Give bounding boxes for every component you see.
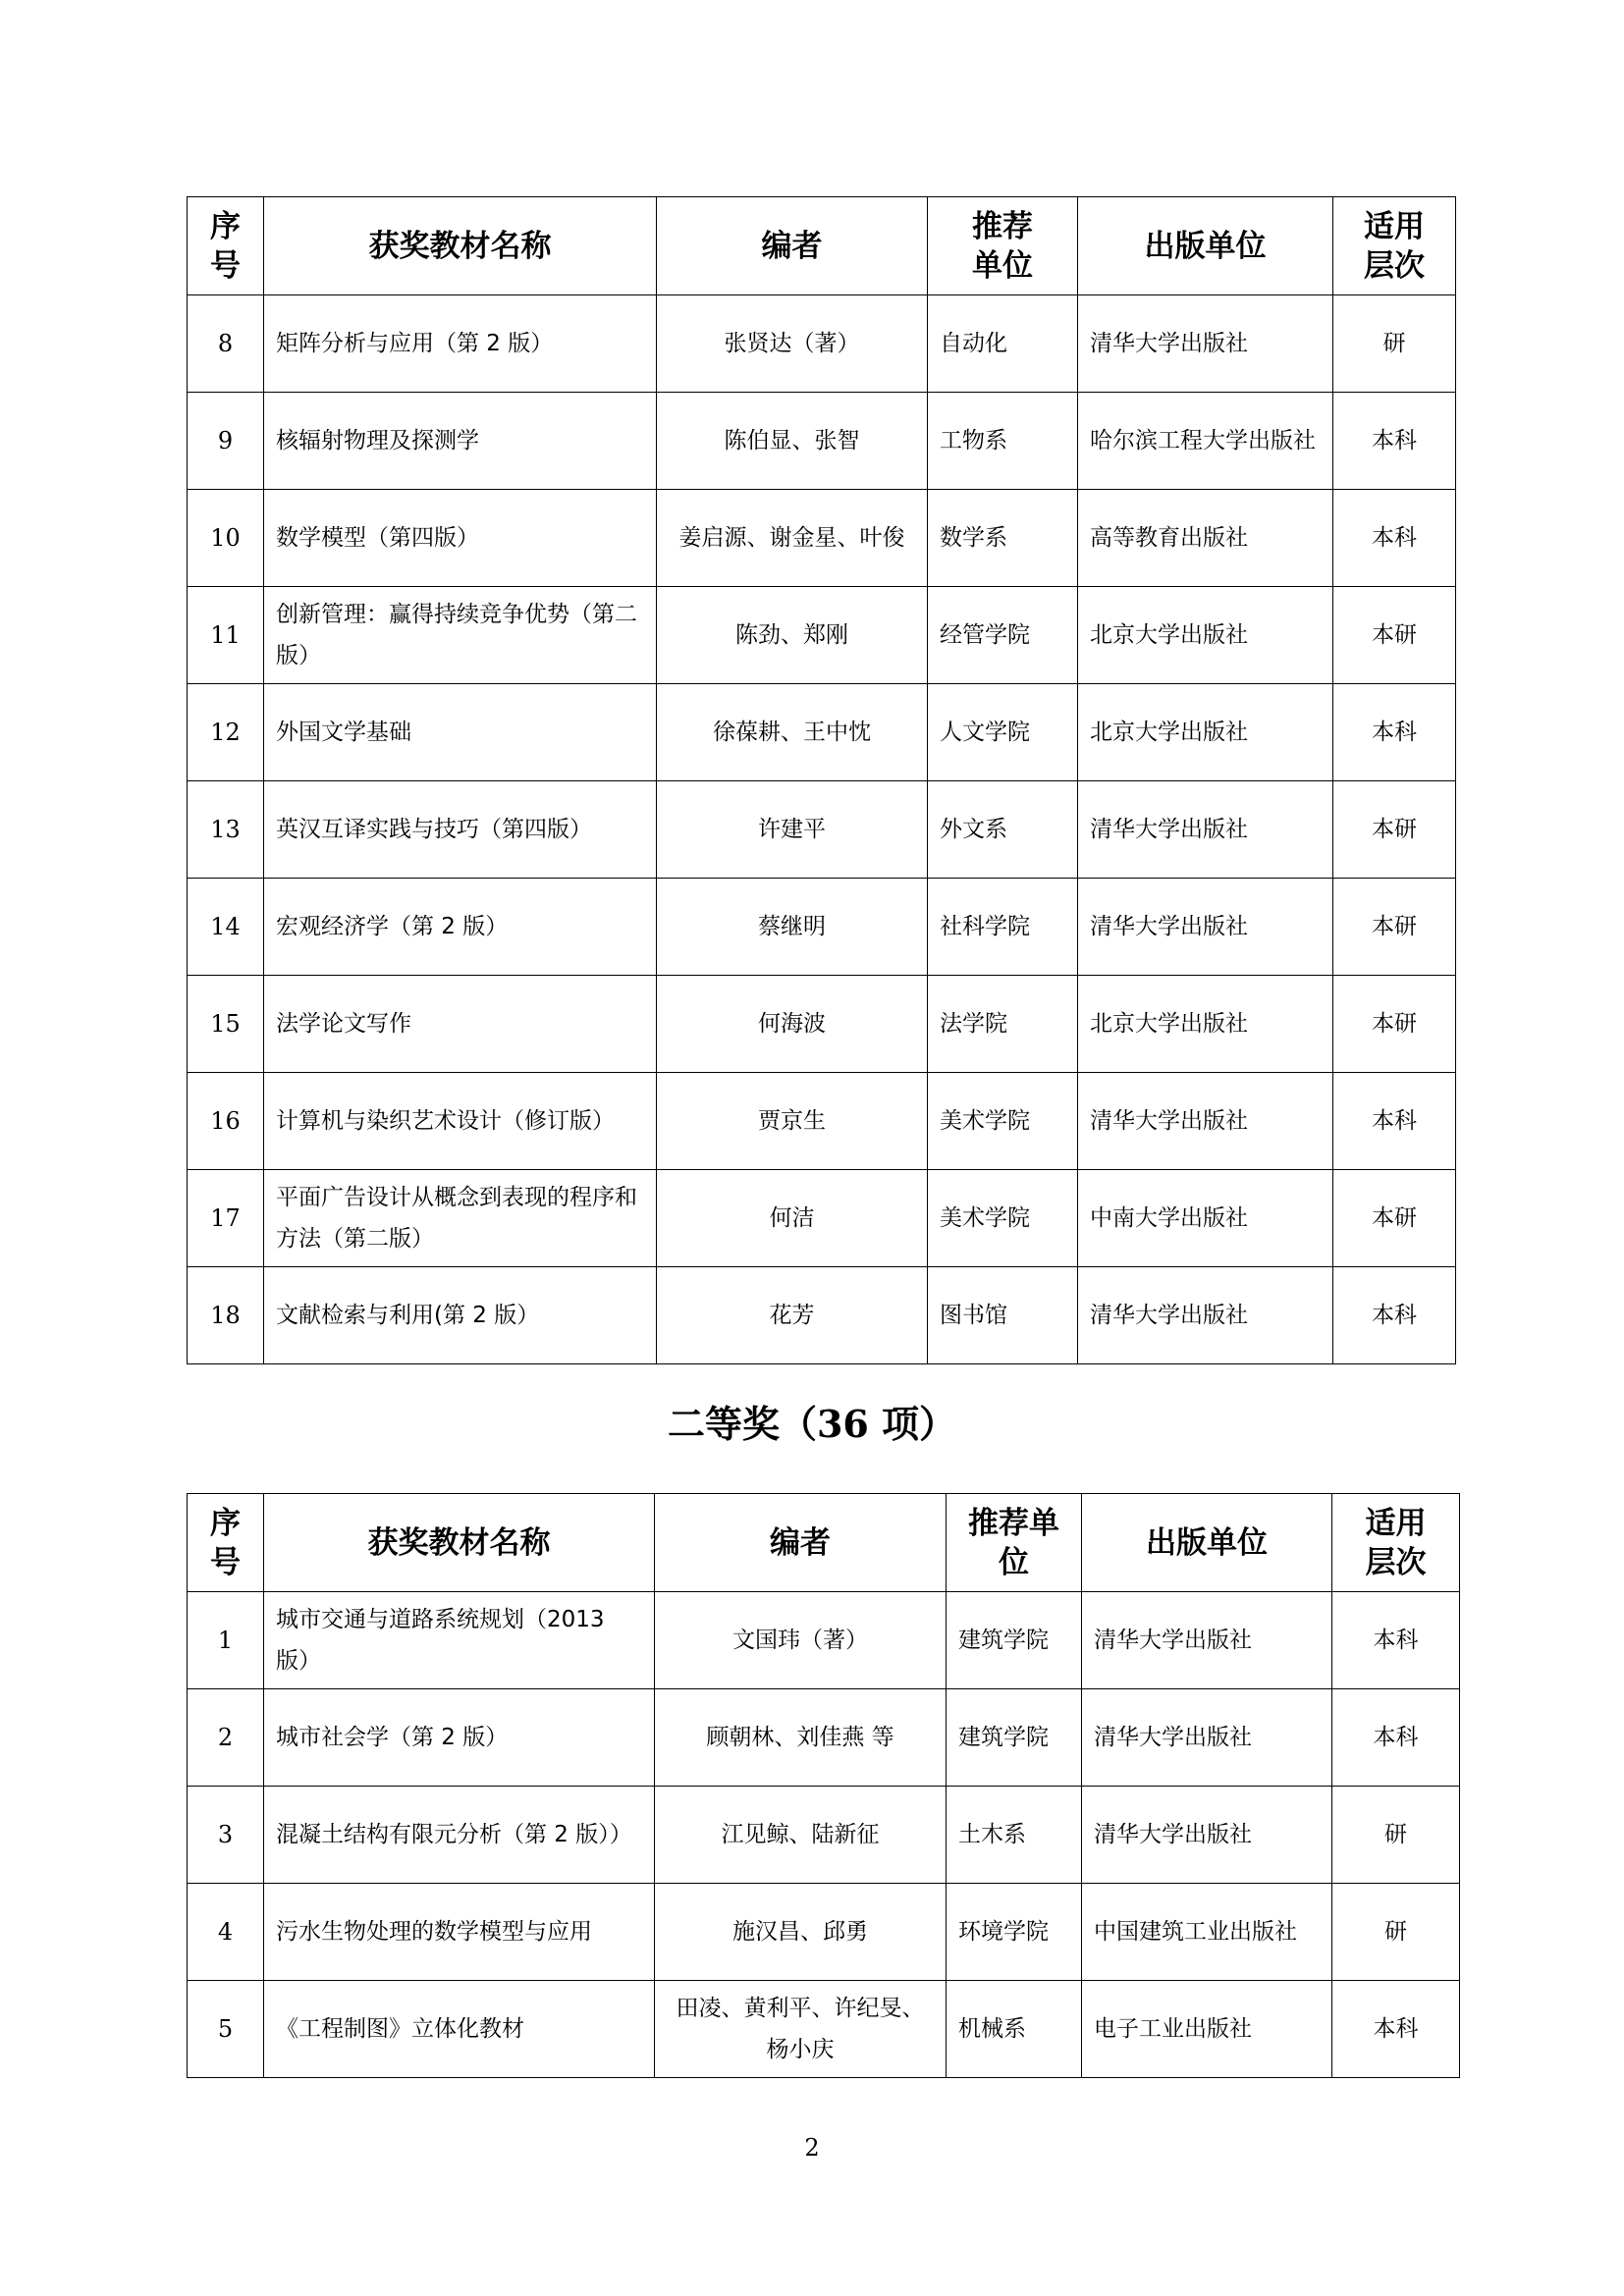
section-title-second-prize: 二等奖（36 项） — [667, 1402, 957, 1446]
cell-dept: 土木系 — [947, 1787, 1082, 1884]
cell-seq: 12 — [188, 684, 264, 781]
header-title: 获奖教材名称 — [264, 1494, 655, 1592]
cell-author: 顾朝林、刘佳燕 等 — [655, 1689, 947, 1787]
cell-seq: 11 — [188, 587, 264, 684]
cell-title: 法学论文写作 — [264, 976, 657, 1073]
table-row — [188, 1592, 1460, 1689]
cell-publisher: 电子工业出版社 — [1082, 1981, 1332, 2078]
header-dept: 推荐 单位 — [928, 197, 1078, 295]
cell-author: 何洁 — [657, 1170, 928, 1267]
cell-seq: 14 — [188, 879, 264, 976]
cell-title: 数学模型（第四版） — [264, 490, 657, 587]
table-row — [188, 295, 1456, 393]
cell-publisher: 哈尔滨工程大学出版社 — [1078, 393, 1333, 490]
cell-seq: 8 — [188, 295, 264, 393]
cell-publisher: 清华大学出版社 — [1078, 1267, 1333, 1364]
cell-dept: 美术学院 — [928, 1073, 1078, 1170]
cell-title: 文献检索与利用(第 2 版） — [264, 1267, 657, 1364]
cell-dept: 经管学院 — [928, 587, 1078, 684]
cell-title: 污水生物处理的数学模型与应用 — [264, 1884, 655, 1981]
cell-author: 花芳 — [657, 1267, 928, 1364]
cell-publisher: 清华大学出版社 — [1082, 1592, 1332, 1689]
cell-level: 本科 — [1333, 1267, 1456, 1364]
cell-level: 本研 — [1333, 976, 1456, 1073]
cell-seq: 16 — [188, 1073, 264, 1170]
cell-level: 本科 — [1332, 1981, 1460, 2078]
cell-dept: 人文学院 — [928, 684, 1078, 781]
cell-level: 本研 — [1333, 1170, 1456, 1267]
table-row — [188, 1981, 1460, 2078]
cell-dept: 法学院 — [928, 976, 1078, 1073]
cell-level: 研 — [1332, 1884, 1460, 1981]
cell-author: 蔡继明 — [657, 879, 928, 976]
cell-dept: 社科学院 — [928, 879, 1078, 976]
header-author: 编者 — [657, 197, 928, 295]
cell-title: 英汉互译实践与技巧（第四版） — [264, 781, 657, 879]
cell-title: 平面广告设计从概念到表现的程序和方法（第二版） — [264, 1170, 657, 1267]
cell-author: 陈伯显、张智 — [657, 393, 928, 490]
cell-title: 《工程制图》立体化教材 — [264, 1981, 655, 2078]
cell-author: 田凌、黄利平、许纪旻、杨小庆 — [655, 1981, 947, 2078]
cell-title: 计算机与染织艺术设计（修订版） — [264, 1073, 657, 1170]
header-publisher: 出版单位 — [1078, 197, 1333, 295]
table-row — [188, 1073, 1456, 1170]
cell-seq: 2 — [188, 1689, 264, 1787]
cell-level: 本研 — [1333, 781, 1456, 879]
header-level: 适用 层次 — [1333, 197, 1456, 295]
cell-level: 本科 — [1333, 490, 1456, 587]
cell-publisher: 北京大学出版社 — [1078, 976, 1333, 1073]
cell-dept: 机械系 — [947, 1981, 1082, 2078]
cell-title: 城市交通与道路系统规划（2013 版） — [264, 1592, 655, 1689]
cell-level: 本科 — [1333, 684, 1456, 781]
table-header-row — [188, 197, 1456, 295]
table-row — [188, 393, 1456, 490]
cell-title: 城市社会学（第 2 版） — [264, 1689, 655, 1787]
cell-publisher: 中南大学出版社 — [1078, 1170, 1333, 1267]
cell-seq: 9 — [188, 393, 264, 490]
cell-author: 姜启源、谢金星、叶俊 — [657, 490, 928, 587]
table-row — [188, 1884, 1460, 1981]
cell-publisher: 中国建筑工业出版社 — [1082, 1884, 1332, 1981]
cell-author: 徐葆耕、王中忱 — [657, 684, 928, 781]
table-row — [188, 1267, 1456, 1364]
cell-author: 何海波 — [657, 976, 928, 1073]
cell-dept: 外文系 — [928, 781, 1078, 879]
header-level: 适用 层次 — [1332, 1494, 1460, 1592]
award-table-first-prize — [187, 196, 1456, 1364]
cell-author: 陈劲、郑刚 — [657, 587, 928, 684]
table-row — [188, 490, 1456, 587]
cell-dept: 数学系 — [928, 490, 1078, 587]
cell-seq: 13 — [188, 781, 264, 879]
cell-seq: 17 — [188, 1170, 264, 1267]
cell-dept: 建筑学院 — [947, 1689, 1082, 1787]
cell-level: 本研 — [1333, 879, 1456, 976]
cell-level: 本科 — [1332, 1592, 1460, 1689]
cell-publisher: 高等教育出版社 — [1078, 490, 1333, 587]
cell-author: 张贤达（著） — [657, 295, 928, 393]
page-number: 2 — [804, 2134, 820, 2162]
header-dept: 推荐单 位 — [947, 1494, 1082, 1592]
cell-publisher: 清华大学出版社 — [1078, 295, 1333, 393]
cell-publisher: 清华大学出版社 — [1078, 781, 1333, 879]
cell-author: 江见鲸、陆新征 — [655, 1787, 947, 1884]
cell-dept: 工物系 — [928, 393, 1078, 490]
cell-publisher: 北京大学出版社 — [1078, 684, 1333, 781]
cell-publisher: 清华大学出版社 — [1082, 1689, 1332, 1787]
cell-level: 本科 — [1332, 1689, 1460, 1787]
cell-publisher: 清华大学出版社 — [1078, 1073, 1333, 1170]
table-row — [188, 781, 1456, 879]
table-row — [188, 587, 1456, 684]
table-header-row — [188, 1494, 1460, 1592]
cell-level: 本科 — [1333, 1073, 1456, 1170]
cell-seq: 5 — [188, 1981, 264, 2078]
header-author: 编者 — [655, 1494, 947, 1592]
cell-seq: 1 — [188, 1592, 264, 1689]
cell-dept: 建筑学院 — [947, 1592, 1082, 1689]
cell-title: 核辐射物理及探测学 — [264, 393, 657, 490]
cell-title: 矩阵分析与应用（第 2 版） — [264, 295, 657, 393]
cell-dept: 自动化 — [928, 295, 1078, 393]
cell-seq: 4 — [188, 1884, 264, 1981]
cell-dept: 环境学院 — [947, 1884, 1082, 1981]
cell-level: 本科 — [1333, 393, 1456, 490]
cell-publisher: 清华大学出版社 — [1082, 1787, 1332, 1884]
cell-dept: 美术学院 — [928, 1170, 1078, 1267]
cell-dept: 图书馆 — [928, 1267, 1078, 1364]
header-seq: 序 号 — [188, 197, 264, 295]
cell-level: 研 — [1332, 1787, 1460, 1884]
header-seq: 序 号 — [188, 1494, 264, 1592]
cell-title: 外国文学基础 — [264, 684, 657, 781]
table-row — [188, 684, 1456, 781]
cell-level: 研 — [1333, 295, 1456, 393]
cell-publisher: 清华大学出版社 — [1078, 879, 1333, 976]
cell-author: 许建平 — [657, 781, 928, 879]
header-publisher: 出版单位 — [1082, 1494, 1332, 1592]
table-row — [188, 1170, 1456, 1267]
cell-author: 文国玮（著） — [655, 1592, 947, 1689]
table-row — [188, 879, 1456, 976]
table-row — [188, 1689, 1460, 1787]
award-table-second-prize — [187, 1493, 1460, 2078]
table-row — [188, 1787, 1460, 1884]
cell-author: 施汉昌、邱勇 — [655, 1884, 947, 1981]
cell-seq: 15 — [188, 976, 264, 1073]
table-row — [188, 976, 1456, 1073]
cell-title: 混凝土结构有限元分析（第 2 版）） — [264, 1787, 655, 1884]
cell-seq: 18 — [188, 1267, 264, 1364]
cell-level: 本研 — [1333, 587, 1456, 684]
header-title: 获奖教材名称 — [264, 197, 657, 295]
cell-seq: 3 — [188, 1787, 264, 1884]
cell-seq: 10 — [188, 490, 264, 587]
cell-author: 贾京生 — [657, 1073, 928, 1170]
cell-publisher: 北京大学出版社 — [1078, 587, 1333, 684]
cell-title: 创新管理：赢得持续竞争优势（第二版） — [264, 587, 657, 684]
cell-title: 宏观经济学（第 2 版） — [264, 879, 657, 976]
